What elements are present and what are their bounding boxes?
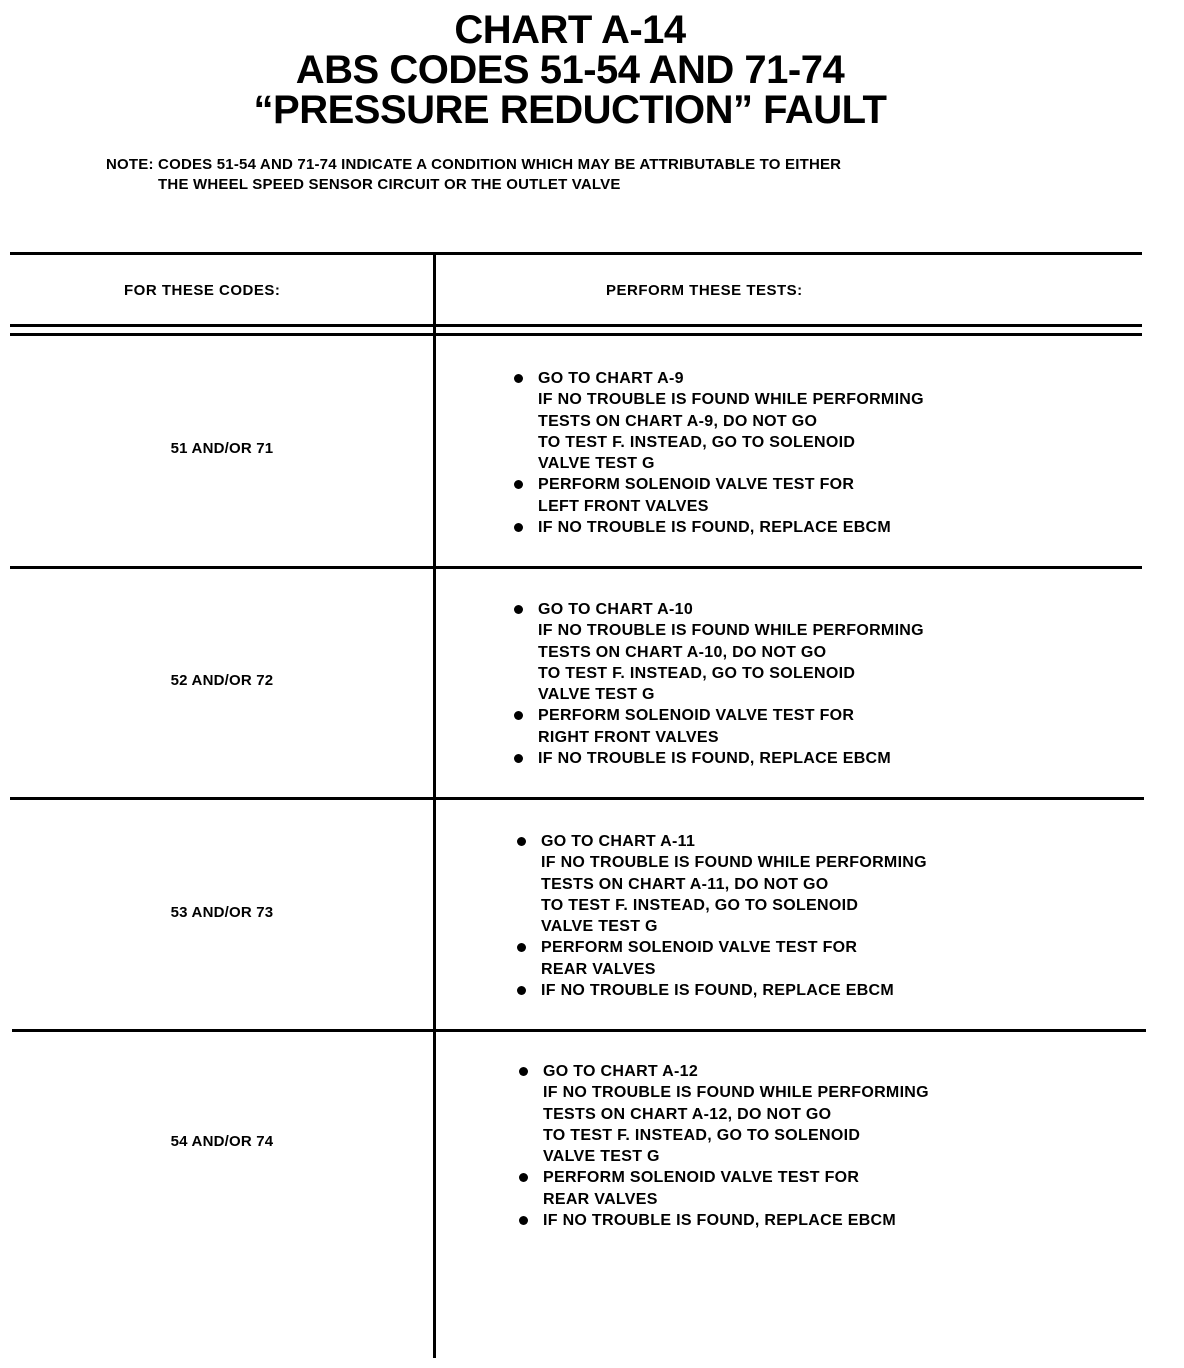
bullet-icon bbox=[517, 986, 526, 995]
list-item bbox=[514, 474, 924, 517]
test-line: VALVE TEST G bbox=[541, 918, 658, 936]
title-line-2: ABS CODES 51-54 AND 71-74 bbox=[295, 48, 845, 92]
test-line: VALVE TEST G bbox=[543, 1148, 660, 1166]
bullet-icon bbox=[519, 1216, 528, 1225]
test-line: IF NO TROUBLE IS FOUND, REPLACE EBCM bbox=[538, 750, 892, 768]
test-line: IF NO TROUBLE IS FOUND WHILE PERFORMING bbox=[541, 854, 927, 872]
test-line: TO TEST F. INSTEAD, GO TO SOLENOID bbox=[538, 664, 856, 682]
bullet-icon bbox=[514, 605, 523, 614]
list-item bbox=[514, 705, 924, 748]
header-rule-1 bbox=[10, 324, 1142, 327]
test-line: TO TEST F. INSTEAD, GO TO SOLENOID bbox=[543, 1126, 861, 1144]
list-item bbox=[517, 937, 927, 980]
test-line: REAR VALVES bbox=[541, 960, 656, 978]
row-divider-2 bbox=[10, 797, 1144, 800]
test-line: REAR VALVES bbox=[543, 1190, 658, 1208]
bullet-icon bbox=[514, 711, 523, 720]
row-1-tests bbox=[514, 368, 924, 538]
title-line-1: CHART A-14 bbox=[454, 8, 686, 52]
list-item bbox=[514, 368, 924, 474]
test-line: GO TO CHART A-12 bbox=[543, 1063, 699, 1080]
row-1-codes: 51 AND/OR 71 bbox=[170, 440, 274, 457]
list-item bbox=[517, 831, 927, 937]
table-top-rule bbox=[10, 252, 1142, 255]
test-line: VALVE TEST G bbox=[538, 686, 655, 704]
test-line: IF NO TROUBLE IS FOUND WHILE PERFORMING bbox=[538, 391, 924, 409]
note-body bbox=[158, 155, 841, 195]
test-line: TESTS ON CHART A-11, DO NOT GO bbox=[541, 875, 829, 893]
row-2-codes: 52 AND/OR 72 bbox=[170, 672, 274, 689]
bullet-icon bbox=[514, 523, 523, 532]
bullet-icon bbox=[517, 837, 526, 846]
note bbox=[106, 155, 841, 195]
test-line: IF NO TROUBLE IS FOUND WHILE PERFORMING bbox=[538, 622, 924, 640]
test-line: IF NO TROUBLE IS FOUND, REPLACE EBCM bbox=[543, 1212, 897, 1230]
test-line: LEFT FRONT VALVES bbox=[538, 497, 709, 515]
bullet-icon bbox=[514, 374, 523, 383]
list-item bbox=[519, 1210, 929, 1231]
test-line: IF NO TROUBLE IS FOUND, REPLACE EBCM bbox=[538, 519, 892, 537]
test-line: VALVE TEST G bbox=[538, 455, 655, 473]
bullet-icon bbox=[517, 943, 526, 952]
test-line: GO TO CHART A-9 bbox=[538, 370, 684, 387]
list-item bbox=[519, 1061, 929, 1167]
note-line-2: THE WHEEL SPEED SENSOR CIRCUIT OR THE OUTLET VALVE bbox=[158, 176, 621, 193]
header-rule-2 bbox=[10, 333, 1142, 336]
test-line: PERFORM SOLENOID VALVE TEST FOR bbox=[541, 939, 858, 957]
note-label: NOTE: bbox=[106, 156, 154, 173]
list-item bbox=[514, 517, 924, 538]
bullet-icon bbox=[514, 754, 523, 763]
row-3-codes: 53 AND/OR 73 bbox=[170, 904, 274, 921]
test-line: GO TO CHART A-10 bbox=[538, 601, 694, 618]
list-item bbox=[514, 748, 924, 769]
row-4-tests bbox=[519, 1061, 929, 1231]
test-line: PERFORM SOLENOID VALVE TEST FOR bbox=[538, 476, 855, 494]
column-divider bbox=[433, 254, 436, 1358]
test-line: TO TEST F. INSTEAD, GO TO SOLENOID bbox=[541, 896, 859, 914]
test-line: IF NO TROUBLE IS FOUND WHILE PERFORMING bbox=[543, 1084, 929, 1102]
chart-title bbox=[0, 10, 1140, 130]
list-item bbox=[517, 980, 927, 1001]
header-codes: FOR THESE CODES: bbox=[124, 282, 281, 299]
list-item bbox=[519, 1167, 929, 1210]
row-3-tests bbox=[517, 831, 927, 1001]
bullet-icon bbox=[519, 1067, 528, 1076]
test-line: TESTS ON CHART A-9, DO NOT GO bbox=[538, 412, 818, 430]
header-tests: PERFORM THESE TESTS: bbox=[606, 282, 803, 299]
test-line: TO TEST F. INSTEAD, GO TO SOLENOID bbox=[538, 433, 856, 451]
test-line: IF NO TROUBLE IS FOUND, REPLACE EBCM bbox=[541, 982, 895, 1000]
title-line-3: “PRESSURE REDUCTION” FAULT bbox=[253, 88, 887, 132]
row-divider-3 bbox=[12, 1029, 1146, 1032]
test-line: TESTS ON CHART A-12, DO NOT GO bbox=[543, 1105, 832, 1123]
list-item bbox=[514, 599, 924, 705]
test-line: RIGHT FRONT VALVES bbox=[538, 728, 719, 746]
bullet-icon bbox=[519, 1173, 528, 1182]
row-4-codes: 54 AND/OR 74 bbox=[170, 1133, 274, 1150]
row-divider-1 bbox=[10, 566, 1142, 569]
test-line: PERFORM SOLENOID VALVE TEST FOR bbox=[538, 707, 855, 725]
bullet-icon bbox=[514, 480, 523, 489]
row-2-tests bbox=[514, 599, 924, 769]
test-line: GO TO CHART A-11 bbox=[541, 833, 696, 850]
test-line: TESTS ON CHART A-10, DO NOT GO bbox=[538, 643, 827, 661]
test-line: PERFORM SOLENOID VALVE TEST FOR bbox=[543, 1169, 860, 1187]
note-line-1: CODES 51-54 AND 71-74 INDICATE A CONDITION WHICH MAY BE ATTRIBUTABLE TO EITHER bbox=[158, 156, 842, 173]
